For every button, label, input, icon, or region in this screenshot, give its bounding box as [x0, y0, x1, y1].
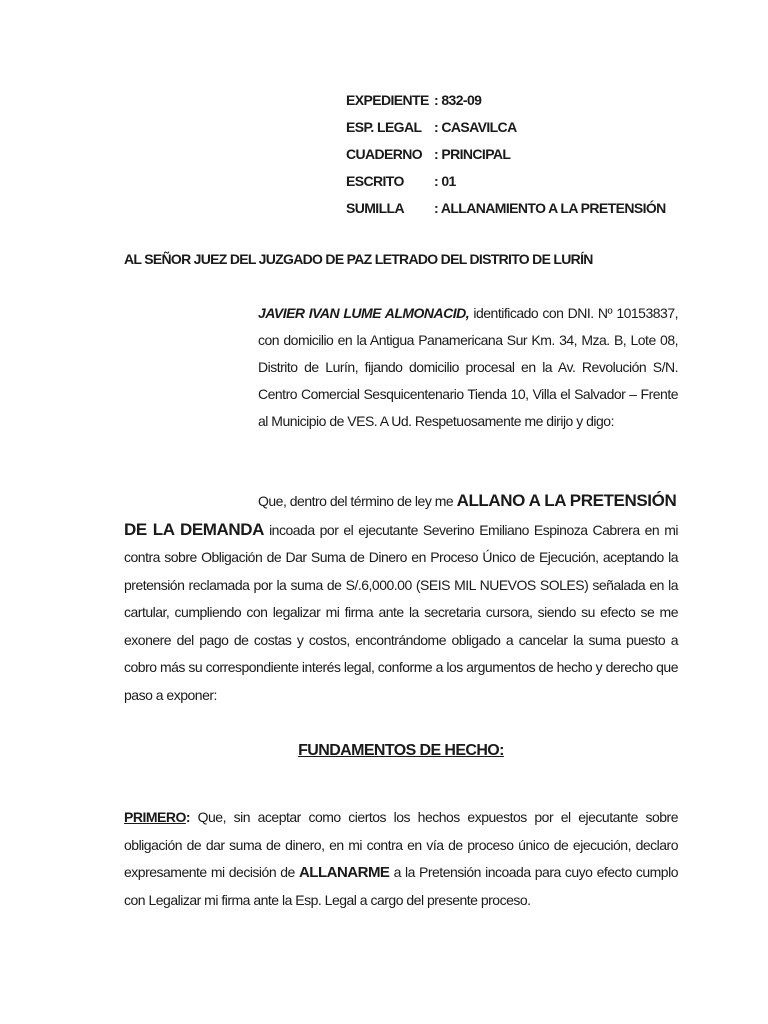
case-header: [346, 90, 666, 225]
header-value: : ALLANAMIENTO A LA PRETENSIÓN: [434, 200, 666, 216]
header-row-expediente: [346, 90, 666, 117]
header-row-esp-legal: [346, 117, 666, 144]
header-key: ESP. LEGAL: [346, 119, 422, 135]
main-first-line: [124, 487, 678, 516]
header-row-cuaderno: [346, 144, 666, 171]
primero-colon: :: [185, 809, 191, 825]
primero-emphasis: ALLANARME: [298, 864, 390, 881]
header-row-escrito: [346, 171, 666, 198]
header-key: ESCRITO: [346, 173, 404, 189]
main-emphasis-1: ALLANO A LA PRETENSIÓN: [456, 491, 677, 510]
header-value: : 832-09: [434, 92, 482, 108]
primero-label: PRIMERO: [124, 809, 186, 825]
header-value: : CASAVILCA: [434, 119, 517, 135]
addressee: AL SEÑOR JUEZ DEL JUZGADO DE PAZ LETRADO DEL DISTRITO DE LURÍN: [124, 251, 593, 267]
party-name: JAVIER IVAN LUME ALMONACID,: [258, 305, 470, 321]
main-paragraph: [124, 487, 678, 709]
main-text: incoada por el ejecutante Severino Emiliano Espinoza Cabrera en mi contra sobre Obligación de Dar Suma de Dinero en Proceso Único de Ejecución, aceptando la pretensión reclamada por la suma de S/.6,000.00 (SEIS MIL NUEVOS SOLES) señalada en la cartular, cumpliendo con legalizar mi firma ante la secretaria cursora, siendo su efecto se me exonere del pago de costas y costos, encontrándome obligado a cancelar la suma puesto a cobro más su correspondiente interés legal, conforme a los argumentos de hecho y derecho que paso a exponer:: [124, 521, 678, 703]
header-key: SUMILLA: [346, 200, 405, 216]
primero-paragraph: [124, 804, 678, 914]
section-title: FUNDAMENTOS DE HECHO:: [298, 742, 504, 759]
header-key: CUADERNO: [346, 146, 423, 162]
header-key: EXPEDIENTE: [346, 92, 429, 108]
header-value: : 01: [434, 173, 456, 189]
party-paragraph: [258, 300, 678, 435]
party-text: identificado con DNI. Nº 10153837, con domicilio en la Antigua Panamericana Sur Km. 34, Mza. B, Lote 08, Distrito de Lurín, fijando domicilio procesal en la Av. Revolución S/N. Centro Comercial Sesquicentenario Tienda 10, Villa el Salvador – Frente al Municipio de VES. A Ud. Respetuosamente me dirijo y digo:: [258, 305, 678, 429]
header-value: : PRINCIPAL: [434, 146, 511, 162]
primero-text-1: Que, sin aceptar como ciertos los hechos expuestos por el ejecutante sobre obligación de dar suma de dinero, en mi contra en vía de proceso único de ejecución, declaro expresamente mi decisión de: [124, 809, 678, 880]
header-row-sumilla: [346, 198, 666, 225]
primero-text-2: a la Pretensión incoada para cuyo efecto cumplo con Legalizar mi firma ante la Esp. Legal a cargo del presente proceso.: [124, 864, 678, 908]
main-emphasis-2: DE LA DEMANDA: [124, 519, 265, 539]
main-intro: Que, dentro del término de ley me: [258, 493, 457, 509]
